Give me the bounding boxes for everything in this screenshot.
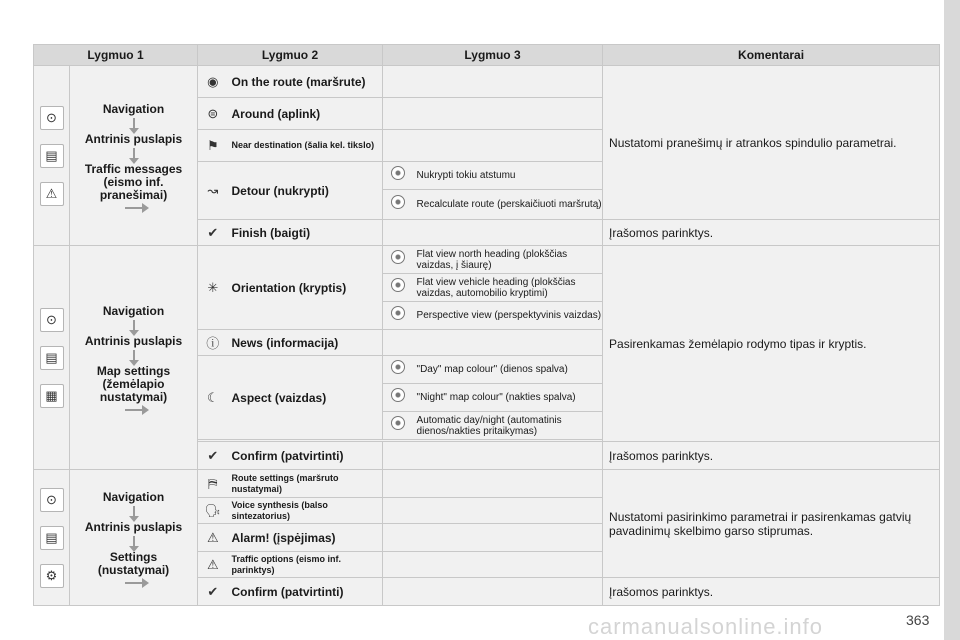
section2-flow: [70, 246, 198, 470]
route-icon: ◉: [198, 66, 228, 98]
page-edge-bar: [944, 0, 960, 640]
arrow-down-icon: [133, 118, 135, 130]
arrow-right-icon: [125, 409, 143, 411]
secondary-page-button-icon: ▤: [40, 144, 64, 168]
menu-item-label: Route settings (maršruto nustatymai): [228, 470, 383, 498]
section2-buttons: [34, 246, 70, 470]
menu-item-label: Confirm (patvirtinti): [228, 578, 383, 606]
warning-icon: ⚠: [198, 524, 228, 552]
menu-item-label: Finish (baigti): [228, 220, 383, 246]
section3-flow: [70, 470, 198, 606]
menu-item-label: On the route (maršrute): [228, 66, 383, 98]
section1-flow: [70, 66, 198, 246]
option-label: "Night" map colour" (nakties spalva): [413, 384, 603, 412]
watermark: carmanualsonline.info: [588, 614, 824, 639]
menu-item-label: Aspect (vaizdas): [228, 356, 383, 440]
flow-step: Navigation: [102, 490, 165, 504]
traffic-button-icon: ⚠: [40, 182, 64, 206]
option-radio-icon: [383, 302, 413, 330]
page-number: 363: [906, 612, 930, 628]
header-row: [34, 45, 940, 66]
arrow-down-icon: [133, 506, 135, 518]
empty-cell: [383, 66, 603, 98]
flow-step: Antrinis puslapis: [84, 131, 183, 146]
compass-icon: ✳: [198, 246, 228, 330]
header-level-1: Lygmuo 1: [34, 45, 198, 66]
option-label: Flat view vehicle heading (plokščias vaizdas, automobilio kryptimi): [413, 274, 603, 302]
flow-step: Map settings (žemėlapio nustatymai): [96, 363, 171, 404]
header-level-2: Lygmuo 2: [198, 45, 383, 66]
menu-item-label: Around (aplink): [228, 98, 383, 130]
option-label: Nukrypti tokiu atstumu: [413, 162, 603, 190]
empty-cell: [383, 98, 603, 130]
finish-comment: Įrašomos parinktys.: [603, 220, 940, 246]
menu-item-label: Voice synthesis (balso sintezatorius): [228, 498, 383, 524]
empty-cell: [383, 330, 603, 356]
menu-item-label: Alarm! (įspėjimas): [228, 524, 383, 552]
flow-step: Navigation: [102, 303, 165, 318]
nav-button-icon: ⊙: [40, 308, 64, 332]
option-radio-icon: [383, 274, 413, 302]
section3-buttons: [34, 470, 70, 606]
header-comments: Komentarai: [603, 45, 940, 66]
option-label: Automatic day/night (automatinis dienos/nakties pritaikymas): [413, 412, 603, 440]
secondary-page-button-icon: ▤: [40, 526, 64, 550]
nav-button-icon: ⊙: [40, 106, 64, 130]
info-icon: ⓘ: [198, 330, 228, 356]
option-label: Flat view north heading (plokščias vaizdas, į šiaurę): [413, 246, 603, 274]
arrow-down-icon: [133, 320, 135, 332]
settings-button-icon: ⚙: [40, 564, 64, 588]
arrow-down-icon: [133, 350, 135, 362]
option-label: Perspective view (perspektyvinis vaizdas): [413, 302, 603, 330]
menu-item-label: Detour (nukrypti): [228, 162, 383, 220]
menu-item-label: Traffic options (eismo inf. parinktys): [228, 552, 383, 578]
detour-icon: ↝: [198, 162, 228, 220]
flow-step: Settings (nustatymai): [97, 550, 170, 577]
section3-comment: Nustatomi pasirinkimo parametrai ir pasirenkamas gatvių pavadinimų skelbimo garso stiprumas.: [603, 470, 940, 578]
secondary-page-button-icon: ▤: [40, 346, 64, 370]
empty-cell: [383, 578, 603, 606]
option-radio-icon: [383, 356, 413, 384]
option-radio-icon: [383, 246, 413, 274]
route-settings-icon: ⛿: [198, 470, 228, 498]
header-level-3: Lygmuo 3: [383, 45, 603, 66]
checkmark-icon: ✔: [198, 578, 228, 606]
flow-step: Navigation: [102, 101, 165, 116]
day-night-icon: ☾: [198, 356, 228, 440]
nav-button-icon: ⊙: [40, 488, 64, 512]
menu-item-label: News (informacija): [228, 330, 383, 356]
arrow-right-icon: [125, 582, 143, 584]
destination-icon: ⚑: [198, 130, 228, 162]
option-radio-icon: [383, 190, 413, 220]
traffic-options-icon: ⚠: [198, 552, 228, 578]
voice-icon: 🗣: [198, 498, 228, 524]
option-label: Recalculate route (perskaičiuoti maršrutą): [413, 190, 603, 220]
checkmark-icon: ✔: [198, 220, 228, 246]
arrow-right-icon: [125, 207, 143, 209]
checkmark-icon: ✔: [198, 442, 228, 470]
flow-step: Antrinis puslapis: [84, 520, 183, 534]
menu-item-label: Confirm (patvirtinti): [228, 442, 383, 470]
menu-item-label: Near destination (šalia kel. tikslo): [228, 130, 383, 162]
menu-table: [33, 44, 940, 606]
arrow-down-icon: [133, 148, 135, 160]
option-radio-icon: [383, 412, 413, 440]
empty-cell: [383, 470, 603, 498]
section1-buttons: [34, 66, 70, 246]
option-radio-icon: [383, 162, 413, 190]
around-icon: ⊜: [198, 98, 228, 130]
map-button-icon: ▦: [40, 384, 64, 408]
empty-cell: [383, 442, 603, 470]
flow-step: Antrinis puslapis: [84, 333, 183, 348]
confirm-comment: Įrašomos parinktys.: [603, 578, 940, 606]
empty-cell: [383, 498, 603, 524]
section2-comment: Pasirenkamas žemėlapio rodymo tipas ir kryptis.: [603, 246, 940, 442]
empty-cell: [383, 524, 603, 552]
option-label: "Day" map colour" (dienos spalva): [413, 356, 603, 384]
flow-step: Traffic messages (eismo inf. pranešimai): [84, 161, 183, 202]
confirm-comment: Įrašomos parinktys.: [603, 442, 940, 470]
section1-comment: Nustatomi pranešimų ir atrankos spindulio parametrai.: [603, 66, 940, 220]
menu-item-label: Orientation (kryptis): [228, 246, 383, 330]
arrow-down-icon: [133, 536, 135, 548]
option-radio-icon: [383, 384, 413, 412]
empty-cell: [383, 552, 603, 578]
empty-cell: [383, 220, 603, 246]
empty-cell: [383, 130, 603, 162]
